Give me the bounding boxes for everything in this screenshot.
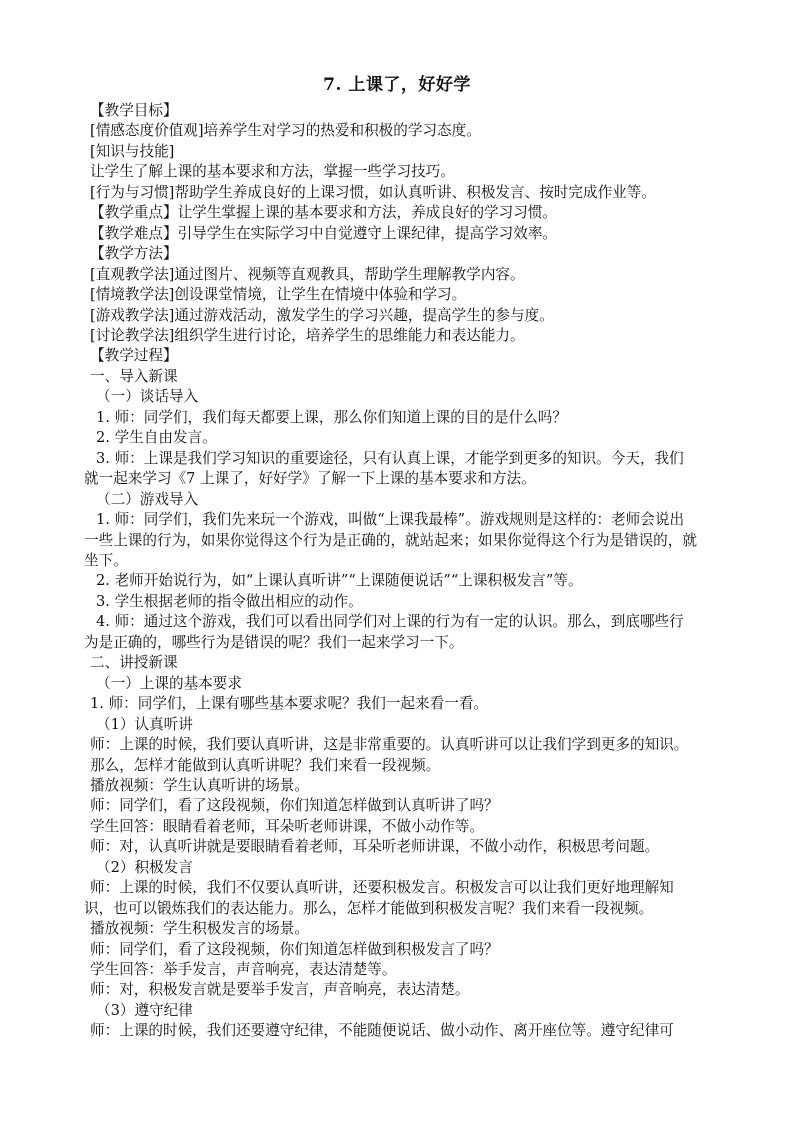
text-line: 播放视频：学生积极发言的场景。 xyxy=(90,920,309,938)
text-line: 二、讲授新课 xyxy=(90,654,178,672)
text-line: 就一起来学习《7 上课了，好好学》了解一下上课的基本要求和方法。 xyxy=(84,470,536,488)
text-line: 2. 学生自由发言。 xyxy=(96,429,217,447)
text-line: 【教学方法】 xyxy=(90,245,178,263)
text-line: 【教学难点】引导学生在实际学习中自觉遵守上课纪律，提高学习效率。 xyxy=(90,224,558,242)
text-line: [情感态度价值观]培养学生对学习的热爱和积极的学习态度。 xyxy=(90,122,481,140)
text-line: 坐下。 xyxy=(84,551,128,569)
text-line: 师：同学们，看了这段视频，你们知道怎样做到认真听讲了吗？ xyxy=(90,797,499,815)
text-line: 【教学重点】让学生掌握上课的基本要求和方法，养成良好的学习习惯。 xyxy=(90,204,558,222)
text-line: （二）游戏导入 xyxy=(96,490,199,508)
text-line: 4. 师：通过这个游戏，我们可以看出同学们对上课的行为有一定的认识。那么，到底哪些行 xyxy=(96,613,684,631)
text-line: 【教学过程】 xyxy=(90,347,178,365)
text-line: [情境教学法]创设课堂情境，让学生在情境中体验和学习。 xyxy=(90,286,467,304)
text-line: 【教学目标】 xyxy=(90,102,178,119)
text-line: [讨论教学法]组织学生进行讨论，培养学生的思维能力和表达能力。 xyxy=(90,326,525,344)
text-line: 学生回答：举手发言，声音响亮，表达清楚等。 xyxy=(90,961,397,979)
text-line: 1. 师：同学们，上课有哪些基本要求呢？我们一起来看一看。 xyxy=(90,695,489,713)
text-line: （一）谈话导入 xyxy=(96,388,199,406)
text-line: 3. 师：上课是我们学习知识的重要途径，只有认真上课，才能学到更多的知识。今天，我们 xyxy=(96,449,684,467)
text-line: [游戏教学法]通过游戏活动，激发学生的学习兴趣，提高学生的参与度。 xyxy=(90,306,554,324)
text-line: 师：对，认真听讲就是要眼睛看着老师，耳朵听老师讲课，不做小动作，积极思考问题。 xyxy=(90,838,660,856)
text-line: 1. 师：同学们，我们先来玩一个游戏，叫做“上课我最棒”。游戏规则是这样的：老师会说出 xyxy=(96,511,685,529)
text-line: 一些上课的行为，如果你觉得这个行为是正确的，就站起来；如果你觉得这个行为是错误的，就 xyxy=(84,531,697,549)
text-line: 为是正确的，哪些行为是错误的呢？我们一起来学习一下。 xyxy=(84,633,464,651)
text-line: 师：对，积极发言就是要举手发言，声音响亮，表达清楚。 xyxy=(90,981,470,999)
text-line: 3. 学生根据老师的指令做出相应的动作。 xyxy=(96,592,363,610)
text-line: [知识与技能] xyxy=(90,142,175,160)
text-line: 那么，怎样才能做到认真听讲呢？我们来看一段视频。 xyxy=(90,756,441,774)
text-line: 识，也可以锻炼我们的表达能力。那么，怎样才能做到积极发言呢？我们来看一段视频。 xyxy=(84,899,654,917)
text-line: 师：上课的时候，我们要认真听讲，这是非常重要的。认真听讲可以让我们学到更多的知识。 xyxy=(90,736,689,754)
text-line: 2. 老师开始说行为，如“上课认真听讲”“上课随便说话”“上课积极发言”等。 xyxy=(96,572,583,590)
text-line: 师：上课的时候，我们不仅要认真听讲，还要积极发言。积极发言可以让我们更好地理解知 xyxy=(90,879,674,897)
text-line: 师：上课的时候，我们还要遵守纪律，不能随便说话、做小动作、离开座位等。遵守纪律可 xyxy=(90,1022,674,1040)
text-line: 一、导入新课 xyxy=(90,367,178,385)
text-line: 让学生了解上课的基本要求和方法，掌握一些学习技巧。 xyxy=(90,163,455,181)
document-body xyxy=(84,101,738,1042)
text-line: 播放视频：学生认真听讲的场景。 xyxy=(90,776,309,794)
text-line: （2）积极发言 xyxy=(96,858,193,876)
text-line: （3）遵守纪律 xyxy=(96,1001,193,1019)
text-line: 师：同学们，看了这段视频，你们知道怎样做到积极发言了吗？ xyxy=(90,940,499,958)
text-line: 学生回答：眼睛看着老师，耳朵听老师讲课，不做小动作等。 xyxy=(90,817,485,835)
text-line: （1）认真听讲 xyxy=(96,715,193,733)
text-line: [直观教学法]通过图片、视频等直观教具，帮助学生理解教学内容。 xyxy=(90,265,525,283)
document-title: 7. 上课了，好好学 xyxy=(323,75,471,95)
text-line: [行为与习惯]帮助学生养成良好的上课习惯，如认真听讲、积极发言、按时完成作业等。 xyxy=(90,183,656,201)
text-line: 1. 师：同学们，我们每天都要上课，那么你们知道上课的目的是什么吗？ xyxy=(96,408,567,426)
text-line: （一）上课的基本要求 xyxy=(96,674,242,692)
